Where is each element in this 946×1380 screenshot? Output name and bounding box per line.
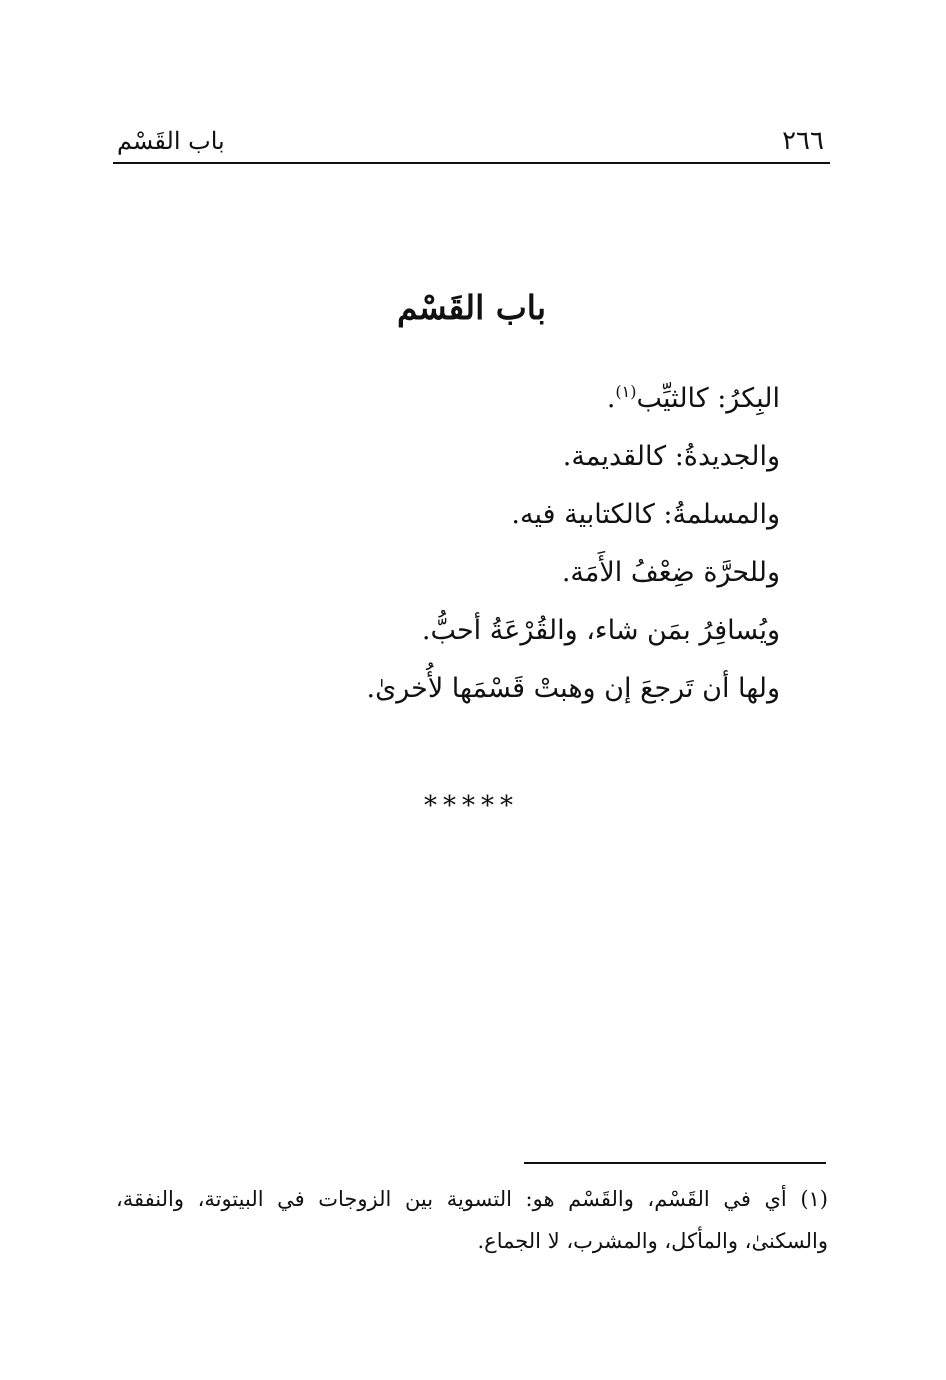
verse-text: البِكرُ: كالثيِّب bbox=[636, 383, 780, 414]
footnote-marker[interactable]: (١) bbox=[615, 382, 637, 401]
verse-line: وللحرَّة ضِعْفُ الأَمَة. bbox=[561, 557, 780, 588]
header-rule bbox=[113, 162, 830, 164]
verse-list bbox=[280, 374, 780, 722]
running-title: باب القَسْم bbox=[117, 127, 225, 155]
verse-line: ولها أن تَرجعَ إن وهبتْ قَسْمَها لأُخرىٰ. bbox=[366, 673, 780, 704]
section-separator: ***** bbox=[424, 791, 519, 821]
verse-tail: . bbox=[606, 383, 616, 414]
page-header bbox=[113, 118, 830, 162]
verse-line bbox=[280, 374, 780, 432]
footnote-rule bbox=[524, 1162, 826, 1164]
page-number: ٢٦٦ bbox=[782, 126, 824, 156]
verse-line: والجديدةُ: كالقديمة. bbox=[562, 441, 780, 472]
verse-line: والمسلمةُ: كالكتابية فيه. bbox=[511, 499, 780, 530]
chapter-title: باب القَسْم bbox=[396, 288, 547, 327]
footnote-text: (١) أي في القَسْم، والقَسْم هو: التسوية بين الزوجات في البيتوتة، والنفقة، والسكنىٰ، والمأكل، والمشرب، لا الجماع. bbox=[116, 1187, 828, 1253]
verse-line: ويُسافِرُ بمَن شاء، والقُرْعَةُ أحبُّ. bbox=[421, 615, 780, 646]
